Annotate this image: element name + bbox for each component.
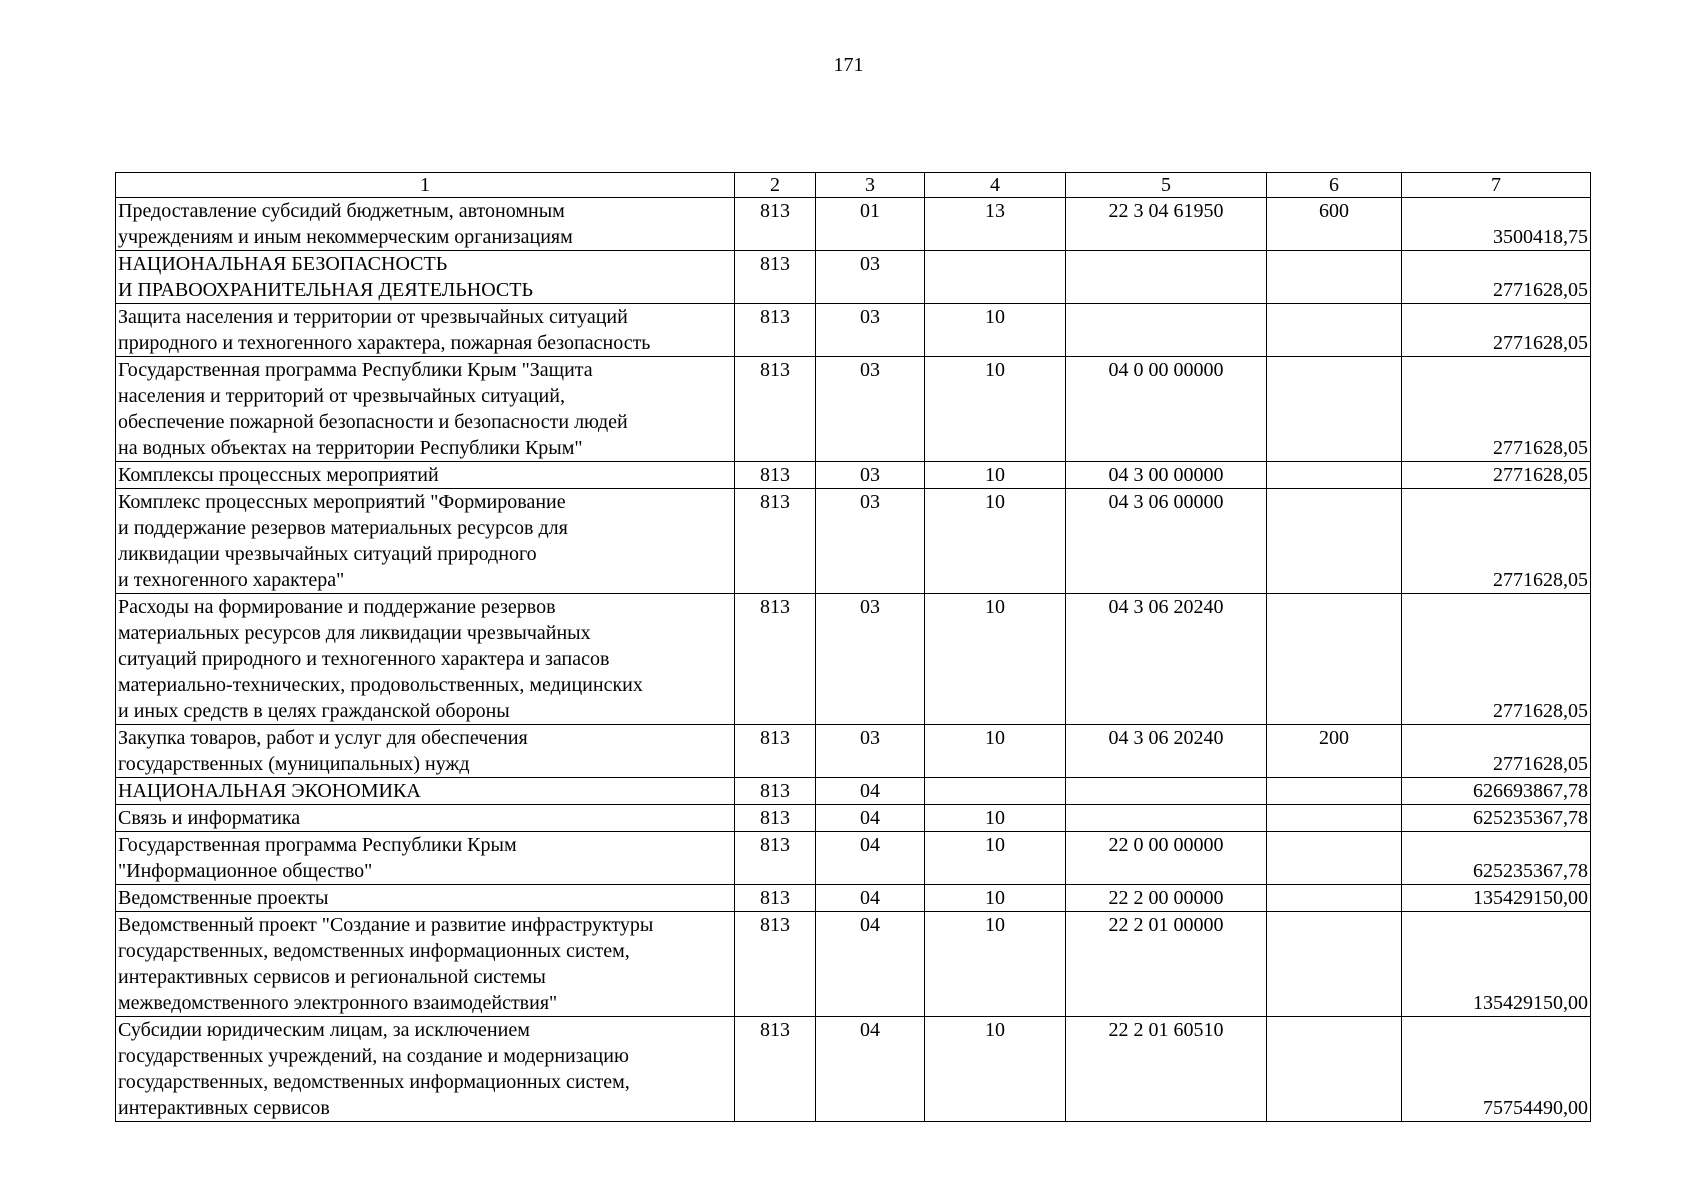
- amount-cell: 2771628,05: [1402, 251, 1591, 304]
- expense-type-cell: [1267, 251, 1402, 304]
- subsection-cell: 10: [925, 885, 1066, 912]
- amount-cell: 2771628,05: [1402, 594, 1591, 725]
- section-cell: 04: [816, 778, 925, 805]
- subsection-cell: [925, 251, 1066, 304]
- code-cell: 813: [735, 251, 816, 304]
- amount-cell: 135429150,00: [1402, 885, 1591, 912]
- column-header: 2: [735, 173, 816, 198]
- target-article-cell: [1066, 778, 1267, 805]
- subsection-cell: 10: [925, 1017, 1066, 1122]
- target-article-cell: 04 3 00 00000: [1066, 462, 1267, 489]
- expense-type-cell: [1267, 304, 1402, 357]
- table-row: [116, 357, 1591, 462]
- code-cell: 813: [735, 304, 816, 357]
- row-description: Ведомственный проект "Создание и развитие инфраструктуры государственных, ведомственных информационных систем, интерактивных сервисов и региональной системы межведомственного электронного взаимодействия": [116, 912, 735, 1017]
- expense-type-cell: [1267, 912, 1402, 1017]
- amount-cell: 625235367,78: [1402, 805, 1591, 832]
- code-cell: 813: [735, 489, 816, 594]
- target-article-cell: 04 0 00 00000: [1066, 357, 1267, 462]
- budget-table: [115, 172, 1591, 1122]
- target-article-cell: [1066, 251, 1267, 304]
- subsection-cell: 10: [925, 805, 1066, 832]
- expense-type-cell: [1267, 462, 1402, 489]
- section-cell: 03: [816, 725, 925, 778]
- section-cell: 03: [816, 462, 925, 489]
- target-article-cell: 22 2 01 00000: [1066, 912, 1267, 1017]
- code-cell: 813: [735, 594, 816, 725]
- code-cell: 813: [735, 778, 816, 805]
- amount-cell: 3500418,75: [1402, 198, 1591, 251]
- page-number: 171: [833, 54, 864, 76]
- table-header-row: [116, 173, 1591, 198]
- expense-type-cell: [1267, 357, 1402, 462]
- expense-type-cell: [1267, 489, 1402, 594]
- table-row: [116, 251, 1591, 304]
- target-article-cell: [1066, 304, 1267, 357]
- row-description: Субсидии юридическим лицам, за исключением государственных учреждений, на создание и модернизацию государственных, ведомственных информационных систем, интерактивных сервисов: [116, 1017, 735, 1122]
- row-description: Защита населения и территории от чрезвычайных ситуаций природного и техногенного характера, пожарная безопасность: [116, 304, 735, 357]
- section-cell: 03: [816, 251, 925, 304]
- table-row: [116, 832, 1591, 885]
- row-description: Комплекс процессных мероприятий "Формирование и поддержание резервов материальных ресурсов для ликвидации чрезвычайных ситуаций природного и техногенного характера": [116, 489, 735, 594]
- expense-type-cell: [1267, 594, 1402, 725]
- row-description: Предоставление субсидий бюджетным, автономным учреждениям и иным некоммерческим организациям: [116, 198, 735, 251]
- target-article-cell: 04 3 06 20240: [1066, 725, 1267, 778]
- amount-cell: 2771628,05: [1402, 725, 1591, 778]
- row-description: Связь и информатика: [116, 805, 735, 832]
- section-cell: 04: [816, 805, 925, 832]
- table-row: [116, 1017, 1591, 1122]
- target-article-cell: 22 2 00 00000: [1066, 885, 1267, 912]
- row-description: Ведомственные проекты: [116, 885, 735, 912]
- row-description: НАЦИОНАЛЬНАЯ ЭКОНОМИКА: [116, 778, 735, 805]
- column-header: 5: [1066, 173, 1267, 198]
- table-row: [116, 462, 1591, 489]
- expense-type-cell: [1267, 885, 1402, 912]
- section-cell: 04: [816, 1017, 925, 1122]
- table-row: [116, 725, 1591, 778]
- target-article-cell: 22 2 01 60510: [1066, 1017, 1267, 1122]
- section-cell: 04: [816, 912, 925, 1017]
- section-cell: 01: [816, 198, 925, 251]
- subsection-cell: 10: [925, 489, 1066, 594]
- column-header: 3: [816, 173, 925, 198]
- column-header: 1: [116, 173, 735, 198]
- table-row: [116, 805, 1591, 832]
- code-cell: 813: [735, 198, 816, 251]
- code-cell: 813: [735, 912, 816, 1017]
- table-row: [116, 304, 1591, 357]
- expense-type-cell: [1267, 832, 1402, 885]
- table-row: [116, 885, 1591, 912]
- subsection-cell: 10: [925, 357, 1066, 462]
- amount-cell: 2771628,05: [1402, 357, 1591, 462]
- expense-type-cell: [1267, 805, 1402, 832]
- amount-cell: 2771628,05: [1402, 462, 1591, 489]
- target-article-cell: 22 3 04 61950: [1066, 198, 1267, 251]
- row-description: Расходы на формирование и поддержание резервов материальных ресурсов для ликвидации чрезвычайных ситуаций природного и техногенного характера и запасов материально-технических, продовольственных, медицинских и иных средств в целях гражданской обороны: [116, 594, 735, 725]
- amount-cell: 625235367,78: [1402, 832, 1591, 885]
- row-description: Государственная программа Республики Крым "Защита населения и территорий от чрезвычайных ситуаций, обеспечение пожарной безопасности и безопасности людей на водных объектах на территории Республики Крым": [116, 357, 735, 462]
- amount-cell: 135429150,00: [1402, 912, 1591, 1017]
- code-cell: 813: [735, 885, 816, 912]
- amount-cell: 2771628,05: [1402, 304, 1591, 357]
- amount-cell: 626693867,78: [1402, 778, 1591, 805]
- row-description: НАЦИОНАЛЬНАЯ БЕЗОПАСНОСТЬ И ПРАВООХРАНИТЕЛЬНАЯ ДЕЯТЕЛЬНОСТЬ: [116, 251, 735, 304]
- target-article-cell: [1066, 805, 1267, 832]
- code-cell: 813: [735, 357, 816, 462]
- code-cell: 813: [735, 805, 816, 832]
- section-cell: 04: [816, 832, 925, 885]
- section-cell: 03: [816, 357, 925, 462]
- table-row: [116, 198, 1591, 251]
- expense-type-cell: 600: [1267, 198, 1402, 251]
- column-header: 7: [1402, 173, 1591, 198]
- target-article-cell: 04 3 06 00000: [1066, 489, 1267, 594]
- subsection-cell: 10: [925, 912, 1066, 1017]
- subsection-cell: 10: [925, 832, 1066, 885]
- target-article-cell: 22 0 00 00000: [1066, 832, 1267, 885]
- target-article-cell: 04 3 06 20240: [1066, 594, 1267, 725]
- subsection-cell: 10: [925, 462, 1066, 489]
- section-cell: 03: [816, 594, 925, 725]
- code-cell: 813: [735, 1017, 816, 1122]
- subsection-cell: 10: [925, 304, 1066, 357]
- expense-type-cell: 200: [1267, 725, 1402, 778]
- section-cell: 03: [816, 489, 925, 594]
- table-row: [116, 489, 1591, 594]
- row-description: Комплексы процессных мероприятий: [116, 462, 735, 489]
- column-header: 4: [925, 173, 1066, 198]
- subsection-cell: [925, 778, 1066, 805]
- subsection-cell: 10: [925, 725, 1066, 778]
- amount-cell: 75754490,00: [1402, 1017, 1591, 1122]
- amount-cell: 2771628,05: [1402, 489, 1591, 594]
- expense-type-cell: [1267, 1017, 1402, 1122]
- column-header: 6: [1267, 173, 1402, 198]
- subsection-cell: 13: [925, 198, 1066, 251]
- section-cell: 03: [816, 304, 925, 357]
- table-row: [116, 594, 1591, 725]
- subsection-cell: 10: [925, 594, 1066, 725]
- code-cell: 813: [735, 725, 816, 778]
- table-row: [116, 912, 1591, 1017]
- code-cell: 813: [735, 462, 816, 489]
- section-cell: 04: [816, 885, 925, 912]
- expense-type-cell: [1267, 778, 1402, 805]
- table-row: [116, 778, 1591, 805]
- row-description: Государственная программа Республики Крым "Информационное общество": [116, 832, 735, 885]
- row-description: Закупка товаров, работ и услуг для обеспечения государственных (муниципальных) нужд: [116, 725, 735, 778]
- code-cell: 813: [735, 832, 816, 885]
